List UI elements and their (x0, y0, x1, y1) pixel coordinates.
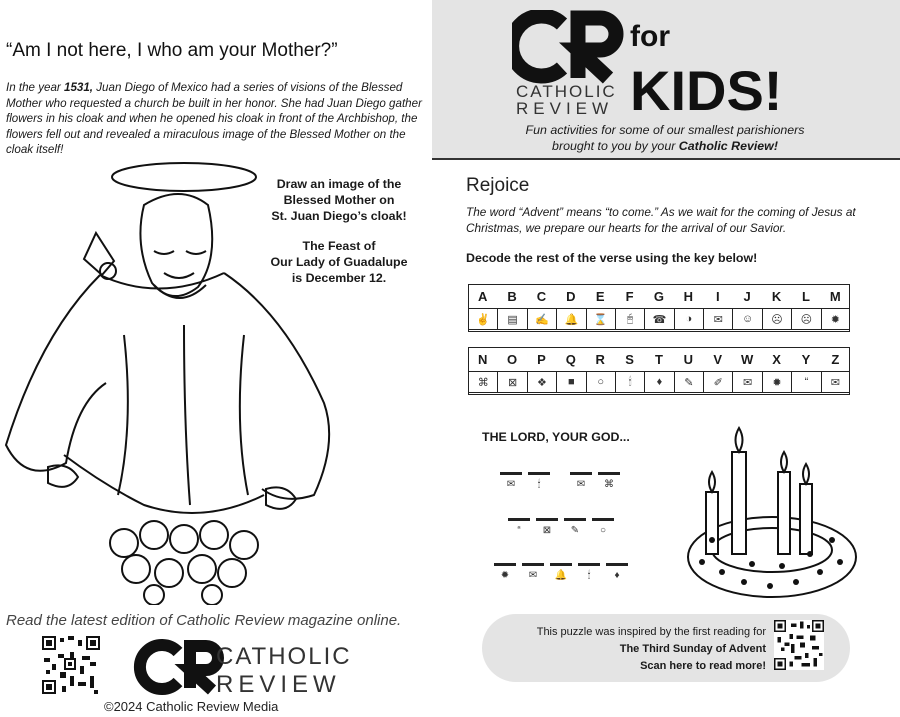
feast-line: Our Lady of Guadalupe (270, 255, 408, 269)
key-symbol: ○ (586, 371, 615, 393)
puzzle-line-1 (500, 472, 620, 491)
key-symbol: ■ (556, 371, 585, 393)
puzzle-line-3 (494, 563, 628, 582)
decode-instruction: Decode the rest of the verse using the key below! (466, 251, 758, 265)
key-letter: O (507, 351, 518, 367)
key-symbol: ✉ (821, 371, 850, 393)
key-letter: Y (801, 351, 811, 367)
header-tagline (500, 122, 830, 154)
puzzle-line-2 (508, 518, 614, 537)
feast-line: is December 12. (291, 271, 387, 285)
puzzle-blank[interactable] (494, 563, 516, 582)
header-kids: KIDS! (630, 59, 783, 118)
key-symbol: 🔔 (556, 308, 585, 330)
key-letter: C (536, 288, 547, 304)
key-letter: F (625, 288, 634, 304)
key-letter: X (772, 351, 781, 367)
puzzle-blank[interactable] (522, 563, 544, 582)
qr-code-icon[interactable] (774, 620, 824, 670)
key-symbol: ✹ (762, 371, 791, 393)
key-letter: R (595, 351, 605, 367)
footer-line-2: The Third Sunday of Advent (619, 643, 766, 655)
tagline-line-2 (500, 138, 830, 154)
key-symbol: ♦ (644, 371, 673, 393)
key-symbol: ▤ (497, 308, 526, 330)
verse-start: THE LORD, YOUR GOD... (482, 430, 630, 444)
puzzle-blank[interactable] (536, 518, 558, 537)
key-letter: D (566, 288, 576, 304)
puzzle-symbol: 🔔 (554, 570, 568, 581)
key-letter: Q (565, 351, 576, 367)
puzzle-blank[interactable] (528, 472, 550, 491)
puzzle-blank[interactable] (508, 518, 530, 537)
key-letter: E (595, 288, 605, 304)
puzzle-blank[interactable] (564, 518, 586, 537)
footer-line-3: Scan here to read more! (640, 660, 766, 672)
intro-before-year: In the year (6, 81, 65, 94)
puzzle-symbol: “ (517, 525, 521, 536)
draw-line: St. Juan Diego’s cloak! (271, 209, 407, 223)
key-symbol: ☺ (732, 308, 761, 330)
intro-year: 1531, (64, 81, 94, 94)
key-symbol: ✉ (703, 308, 732, 330)
key-symbol: ⌘ (468, 371, 497, 393)
key-symbol: ⌛ (586, 308, 615, 330)
key-letter: U (683, 351, 694, 367)
key-symbol: ⊠ (497, 371, 526, 393)
qr-code-icon[interactable] (42, 636, 100, 694)
key-symbol: ☎ (644, 308, 673, 330)
puzzle-blank[interactable] (578, 563, 600, 582)
puzzle-blank[interactable] (550, 563, 572, 582)
key-symbol: ✍ (527, 308, 556, 330)
logo-word-review: REVIEW (216, 671, 341, 696)
tagline-prefix: brought to you by your (552, 139, 679, 153)
key-symbol: ❖ (527, 371, 556, 393)
key-symbol: ✹ (821, 308, 850, 330)
key-symbol: ☹ (791, 308, 820, 330)
header-divider (432, 158, 900, 160)
puzzle-symbol: ✉ (528, 570, 538, 581)
catholic-review-logo (128, 638, 353, 696)
puzzle-blank[interactable] (598, 472, 620, 491)
feast-note (268, 238, 410, 286)
draw-instruction (268, 176, 410, 224)
key-symbol: ☹ (762, 308, 791, 330)
puzzle-symbol: 🕯 (587, 570, 591, 581)
logo-word-catholic: CATHOLIC (216, 643, 352, 670)
key-letter: B (507, 288, 517, 304)
footer-text (510, 624, 766, 675)
header-logo-catholic: CATHOLIC (516, 82, 617, 101)
cipher-key-row-2 (468, 347, 850, 393)
key-letter: G (653, 288, 665, 304)
header-for: for (630, 20, 670, 53)
key-letter: M (829, 288, 841, 304)
key-letter: H (683, 288, 694, 304)
key-symbol: ✉ (732, 371, 761, 393)
puzzle-blank[interactable] (500, 472, 522, 491)
draw-line: Draw an image of the (276, 177, 402, 191)
puzzle-symbol: 🕯 (537, 479, 541, 490)
key-symbol: ✎ (674, 371, 703, 393)
puzzle-blank[interactable] (606, 563, 628, 582)
key-symbol: 🕯 (615, 371, 644, 393)
key-symbol: ◑ (674, 308, 703, 330)
key-letter: I (715, 288, 720, 304)
puzzle-symbol: ✎ (570, 525, 580, 536)
read-online-text: Read the latest edition of Catholic Review magazine online. (6, 612, 402, 629)
key-letter: S (625, 351, 634, 367)
intro-after-year: Juan Diego of Mexico had a series of visions of the Blessed Mother who requested a church be built in her honor. She had Juan Diego gather flowers in his cloak and when he opened his cloak in front of the Archbishop, the flowers fell out and revealed a miraculous image of the Blessed Mother on the cloak itself! (6, 81, 422, 156)
advent-wreath-illustration (682, 422, 862, 612)
cipher-key-row-1 (468, 284, 850, 330)
key-letter: T (655, 351, 663, 367)
puzzle-symbol: ✹ (500, 570, 510, 581)
key-letter: K (771, 288, 782, 304)
key-letter: V (713, 351, 723, 367)
tagline-line-1: Fun activities for some of our smallest parishioners (525, 123, 805, 137)
copyright: ©2024 Catholic Review Media (104, 699, 279, 714)
key-symbol: ✐ (703, 371, 732, 393)
puzzle-symbol: ⊠ (542, 525, 552, 536)
puzzle-blank[interactable] (592, 518, 614, 537)
key-letter: Z (831, 351, 840, 367)
puzzle-symbol: ✉ (576, 479, 586, 490)
key-letter: P (537, 351, 546, 367)
tagline-bold: Catholic Review! (678, 139, 778, 153)
activity-title: Rejoice (466, 175, 530, 196)
key-letter: W (741, 351, 754, 367)
key-letter: L (801, 288, 810, 304)
key-symbol: 🖰 (615, 308, 644, 330)
puzzle-symbol: ♦ (614, 570, 620, 581)
catholic-review-for-kids-logo (512, 10, 812, 118)
puzzle-symbol: ○ (599, 525, 607, 536)
key-symbol: ✌ (468, 308, 497, 330)
key-letter: A (477, 288, 488, 304)
intro-paragraph (6, 80, 426, 158)
puzzle-blank[interactable] (570, 472, 592, 491)
header-logo-review: REVIEW (516, 99, 614, 118)
left-panel (0, 0, 432, 717)
key-letter: J (743, 288, 751, 304)
key-symbol: “ (791, 371, 820, 393)
advent-text: The word “Advent” means “to come.” As we wait for the coming of Jesus at Christmas, we prepare our hearts for the arrival of our Savior. (466, 205, 856, 235)
draw-line: Blessed Mother on (283, 193, 395, 207)
footer-line-1: This puzzle was inspired by the first reading for (536, 626, 766, 638)
quote-heading: “Am I not here, I who am your Mother?” (6, 40, 338, 61)
feast-line: The Feast of (302, 239, 376, 253)
puzzle-symbol: ⌘ (604, 479, 614, 490)
key-letter: N (477, 351, 488, 367)
puzzle-symbol: ✉ (506, 479, 516, 490)
